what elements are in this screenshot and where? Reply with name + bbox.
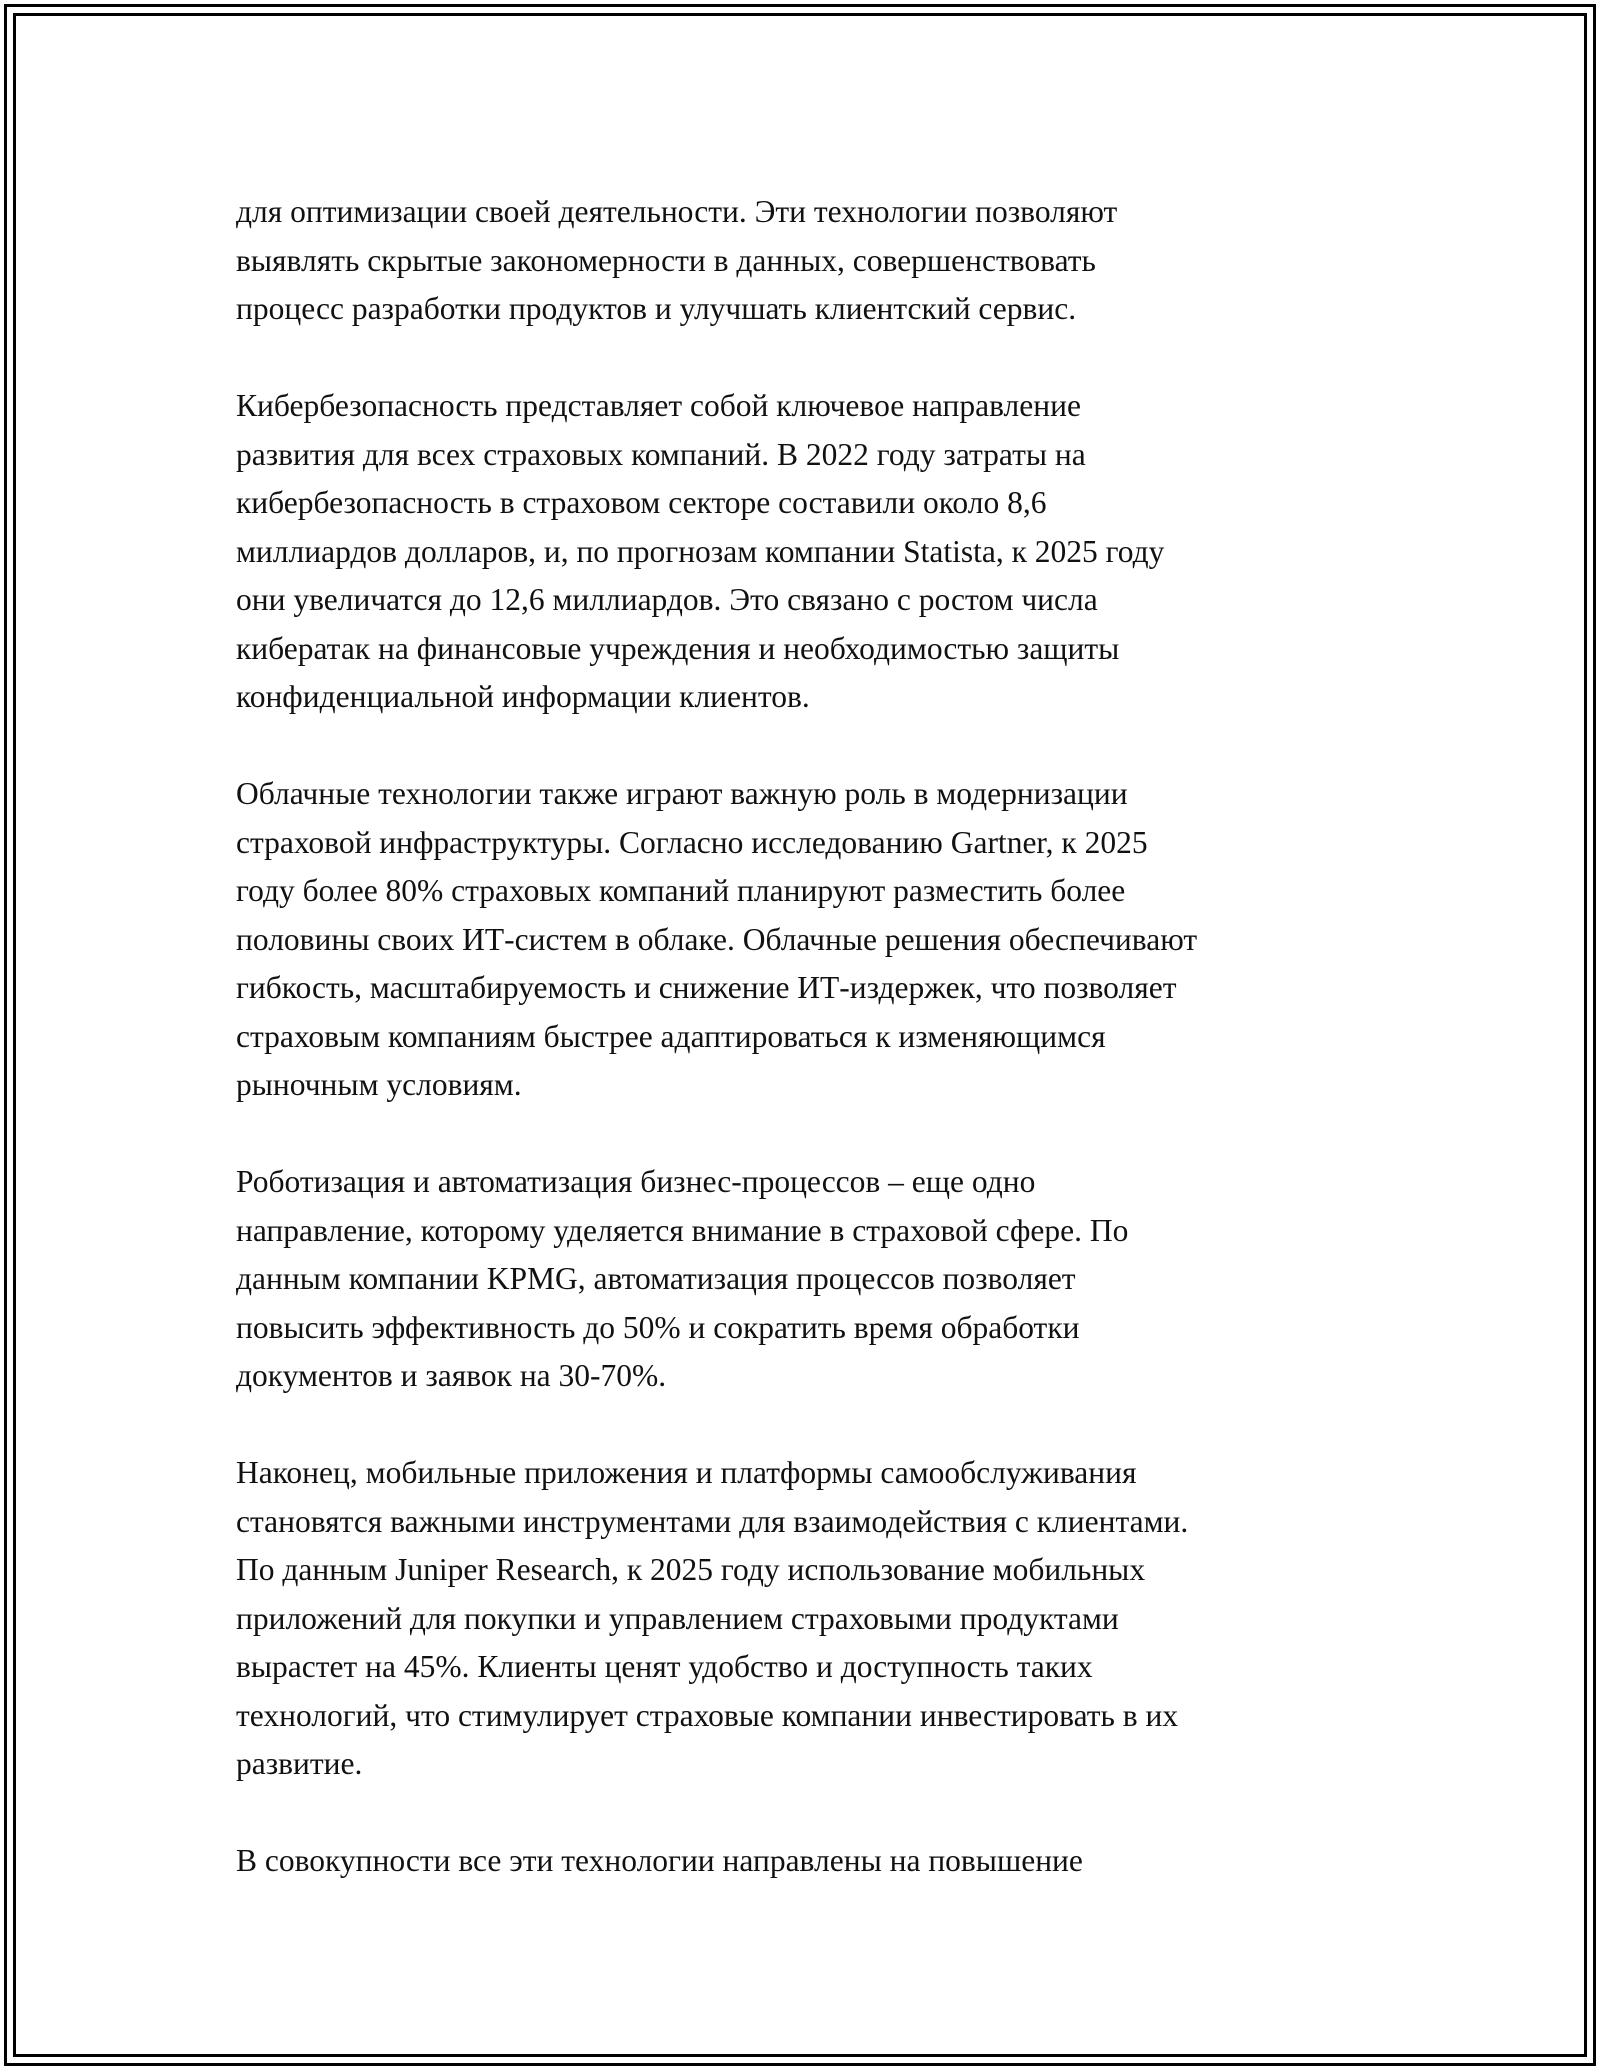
paragraph-3 — [236, 770, 1376, 1110]
text-line: становятся важными инструментами для взаимодействия с клиентами. — [236, 1503, 1189, 1539]
text-line: процесс разработки продуктов и улучшать клиентский сервис. — [236, 291, 1077, 326]
text-line: конфиденциальной информации клиентов. — [236, 679, 810, 714]
text-line: данным компании KPMG, автоматизация процессов позволяет — [236, 1261, 1076, 1296]
text-line: они увеличатся до 12,6 миллиардов. Это связано с ростом числа — [236, 582, 1098, 617]
text-line: Облачные технологии также играют важную роль в модернизации — [236, 776, 1128, 811]
text-line: Наконец, мобильные приложения и платформы самообслуживания — [236, 1455, 1137, 1490]
text-line: По данным Juniper Research, к 2025 году использование мобильных — [236, 1552, 1146, 1587]
text-line: Роботизация и автоматизация бизнес-процессов – еще одно — [236, 1164, 1036, 1199]
paragraph-gap — [236, 1110, 1376, 1159]
text-line: году более 80% страховых компаний планируют разместить более — [236, 873, 1126, 908]
text-line: повысить эффективность до 50% и сократить время обработки — [236, 1309, 1080, 1345]
paragraph-4 — [236, 1158, 1376, 1401]
text-line: рыночным условиям. — [236, 1067, 522, 1102]
text-line: технологий, что стимулирует страховые компании инвестировать в их — [236, 1697, 1179, 1733]
paragraph-5 — [236, 1449, 1376, 1789]
paragraph-1 — [236, 188, 1376, 334]
text-line: гибкость, масштабируемость и снижение ИТ-издержек, что позволяет — [236, 970, 1177, 1005]
paragraph-gap — [236, 722, 1376, 771]
text-line: миллиардов долларов, и, по прогнозам компании Statista, к 2025 году — [236, 533, 1165, 569]
text-line: Кибербезопасность представляет собой ключевое направление — [236, 388, 1081, 423]
text-line: В совокупности все эти технологии направлены на повышение — [236, 1843, 1083, 1878]
text-line: развитие. — [236, 1746, 363, 1781]
text-line: развития для всех страховых компаний. В 2022 году затраты на — [236, 436, 1086, 472]
document-body — [236, 188, 1376, 1886]
paragraph-gap — [236, 1789, 1376, 1838]
text-line: вырастет на 45%. Клиенты ценят удобство и доступность таких — [236, 1649, 1093, 1684]
text-line: для оптимизации своей деятельности. Эти технологии позволяют — [236, 194, 1118, 229]
text-line: направление, которому уделяется внимание в страховой сфере. По — [236, 1212, 1129, 1248]
paragraph-2 — [236, 382, 1376, 722]
paragraph-6 — [236, 1837, 1376, 1886]
text-line: страховой инфраструктуры. Согласно исследованию Gartner, к 2025 — [236, 824, 1148, 860]
text-line: страховым компаниям быстрее адаптироваться к изменяющимся — [236, 1018, 1106, 1054]
text-line: выявлять скрытые закономерности в данных, совершенствовать — [236, 242, 1096, 278]
text-line: половины своих ИТ-систем в облаке. Облачные решения обеспечивают — [236, 921, 1198, 957]
text-line: приложений для покупки и управлением страховыми продуктами — [236, 1600, 1119, 1636]
paragraph-gap — [236, 334, 1376, 383]
text-line: кибербезопасность в страховом секторе составили около 8,6 — [236, 485, 1047, 520]
text-line: кибератак на финансовые учреждения и необходимостью защиты — [236, 630, 1120, 666]
paragraph-gap — [236, 1401, 1376, 1450]
text-line: документов и заявок на 30-70%. — [236, 1358, 667, 1393]
